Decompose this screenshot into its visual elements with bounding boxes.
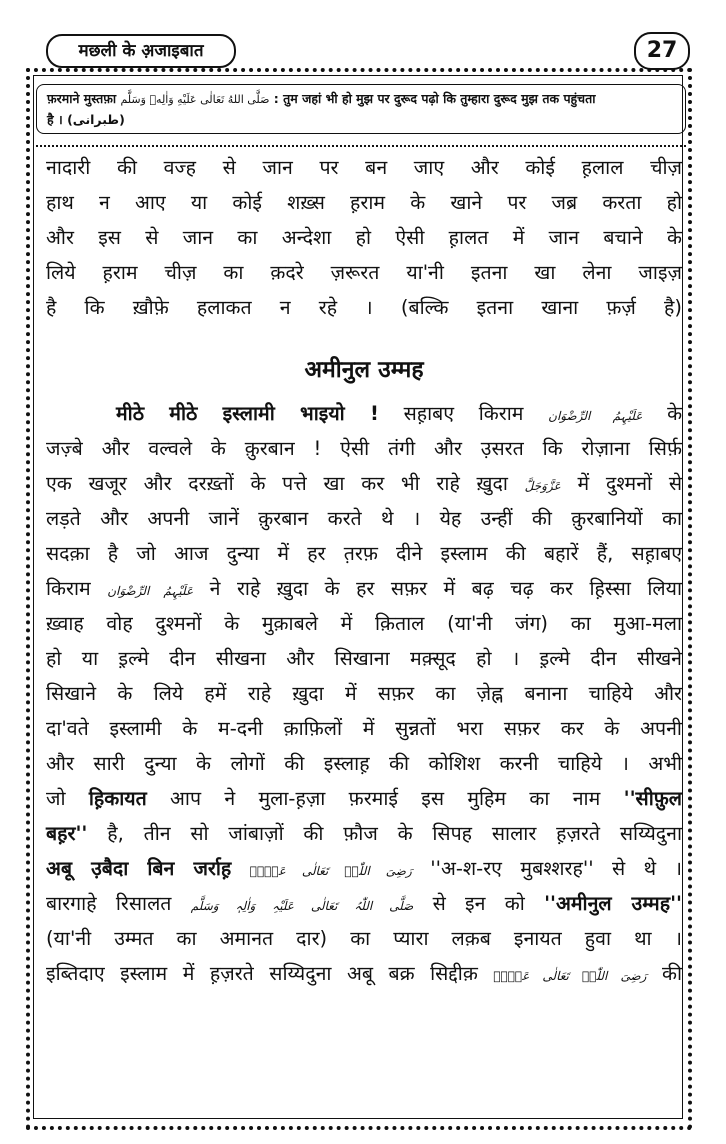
text-line: (या'नी उम्मत का अमानत दार) का प्यारा लक़ब इनायत हुवा था ।: [46, 927, 682, 950]
text-line: नादारी की वज्ह से जान पर बन जाए और कोई ह़लाल चीज़: [46, 156, 682, 179]
text-line: और इस से जान का अन्देशा हो ऐसी ह़ालत में जान बचाने के: [46, 226, 682, 249]
text-line: [46, 851, 682, 886]
text-line: [46, 886, 682, 921]
text-span: सह़ाबए किराम: [403, 402, 524, 425]
text-line: लड़ते और अपनी जानें क़ुरबान करते थे । येह उन्हीं की क़ुरबानियों का: [46, 507, 682, 530]
arabic-honorific: عَلَیْہِمُ الرِّضْوَان: [107, 584, 194, 598]
paragraph-1: [46, 150, 682, 325]
text-line: ख़्वाह वोह दुश्मनों के मुक़ाबले में क़िताल (या'नी जंग) का मुआ-मला: [46, 612, 682, 635]
paragraph-2: [46, 396, 682, 991]
text-span: है, तीन सो जांबाज़ों की फ़ौज के सिपह सालार ह़ज़रते सय्यिदुना: [107, 822, 683, 845]
farmane-mustafa-banner: [36, 84, 686, 134]
text-span: जो: [46, 787, 66, 810]
text-line: [46, 466, 682, 501]
section-heading: अमीनुल उम्मह: [304, 357, 424, 383]
text-line: [46, 571, 682, 606]
text-line: जज़्बे और वल्वले के क़ुरबान ! ऐसी तंगी और उ़सरत कि रोज़ाना सिर्फ़: [46, 437, 682, 460]
text-line: [46, 396, 682, 431]
text-span: इब्तिदाए इस्लाम में ह़ज़रते सय्यिदुना अबू बक्र सिद्दीक़: [46, 962, 478, 985]
banner-line-2: है । (طبرانی): [47, 112, 125, 127]
text-span: ने राहे ख़ुदा के हर सफ़र में बढ़ चढ़ कर ह़िस्सा लिया: [209, 577, 682, 600]
banner-text: : तुम जहां भी हो मुझ पर दुरूद पढ़ो कि तुम्हारा दुरूद मुझ तक पहुंचता: [273, 91, 596, 106]
text-line: है कि ख़ौफ़े हलाकत न रहे । (बल्कि इतना खाना फ़र्ज़ है): [46, 296, 682, 319]
text-span: ''अ-श-रए मुबश्शरह'' से थे ।: [430, 857, 682, 880]
arabic-honorific: رَضِیَ اللّٰہُ تَعَالٰی عَنۡہُ: [493, 969, 647, 983]
text-line: [46, 956, 682, 991]
bold-phrase: बह़र'': [46, 822, 88, 845]
bold-phrase: ''अमीनुल उम्मह'': [544, 892, 683, 915]
text-line: हाथ न आए या कोई शख़्स ह़राम के खाने पर जब्र करता हो: [46, 191, 682, 214]
text-line: हो या इ़ल्मे दीन सीखना और सिखाना मक़्सूद हो । इ़ल्मे दीन सीखने: [46, 647, 682, 670]
text-span: की: [661, 962, 682, 985]
banner-honorific: صَلَّى اللهُ تَعَالٰى عَلَيْهِ وَاٰلِهٖ وَسَلَّم: [120, 93, 270, 106]
bold-phrase: ह़िकायत: [88, 787, 147, 810]
text-span: आप ने मुला-ह़ज़ा फ़रमाई इस मुहिम का नाम: [170, 787, 601, 810]
banner-label: फ़रमाने मुस्तफ़ा: [47, 91, 117, 106]
arabic-honorific: عَزَّوَجَلَّ: [524, 479, 561, 493]
banner-divider: [36, 145, 686, 147]
banner-line-1: [47, 89, 679, 110]
book-title: मछली के अ़जाइबात: [46, 34, 236, 68]
arabic-honorific: صَلَّی اللّٰہُ تَعَالٰی عَلَیْہِ وَاٰلِہٖ وَسَلَّم: [190, 899, 414, 913]
text-line: लिये ह़राम चीज़ का क़दरे ज़रूरत या'नी इतना खा लेना जाइज़: [46, 261, 682, 284]
text-span: बारगाहे रिसालत: [46, 892, 172, 915]
text-line: [46, 781, 682, 816]
arabic-honorific: عَلَیْہِمُ الرِّضْوَان: [548, 409, 643, 423]
bold-phrase: मीठे मीठे इस्लामी भाइयो !: [116, 402, 379, 425]
text-line: सदक़ा है जो आज दुन्या में हर त़रफ़ दीने इस्लाम की बहारें हैं, सह़ाबए: [46, 542, 682, 565]
text-line: और सारी दुन्या के लोगों की इस्लाह़ की कोशिश करनी चाहिये । अभी: [46, 752, 682, 775]
bold-phrase: अबू उ़बैदा बिन जर्राह़: [46, 857, 232, 880]
text-span: किराम: [46, 577, 91, 600]
text-span: के: [667, 402, 683, 425]
text-line: दा'वते इस्लामी के म-दनी क़ाफ़िलों में सुन्नतों भरा सफ़र कर के अपनी: [46, 717, 682, 740]
bold-phrase: ''सीफ़ुल: [623, 787, 683, 810]
text-span: एक खजूर और दरख़्तों के पत्ते खा कर भी राहे ख़ुदा: [46, 472, 508, 495]
text-line: [46, 816, 682, 851]
arabic-honorific: رَضِیَ اللّٰہُ تَعَالٰی عَنۡہُ: [249, 864, 412, 878]
text-line: सिखाने के लिये हमें राहे ख़ुदा में सफ़र का ज़ेह्न बनाना चाहिये और: [46, 682, 682, 705]
text-span: से इन को: [432, 892, 525, 915]
text-span: में दुश्मनों से: [577, 472, 683, 495]
page-number: 27: [634, 32, 690, 70]
